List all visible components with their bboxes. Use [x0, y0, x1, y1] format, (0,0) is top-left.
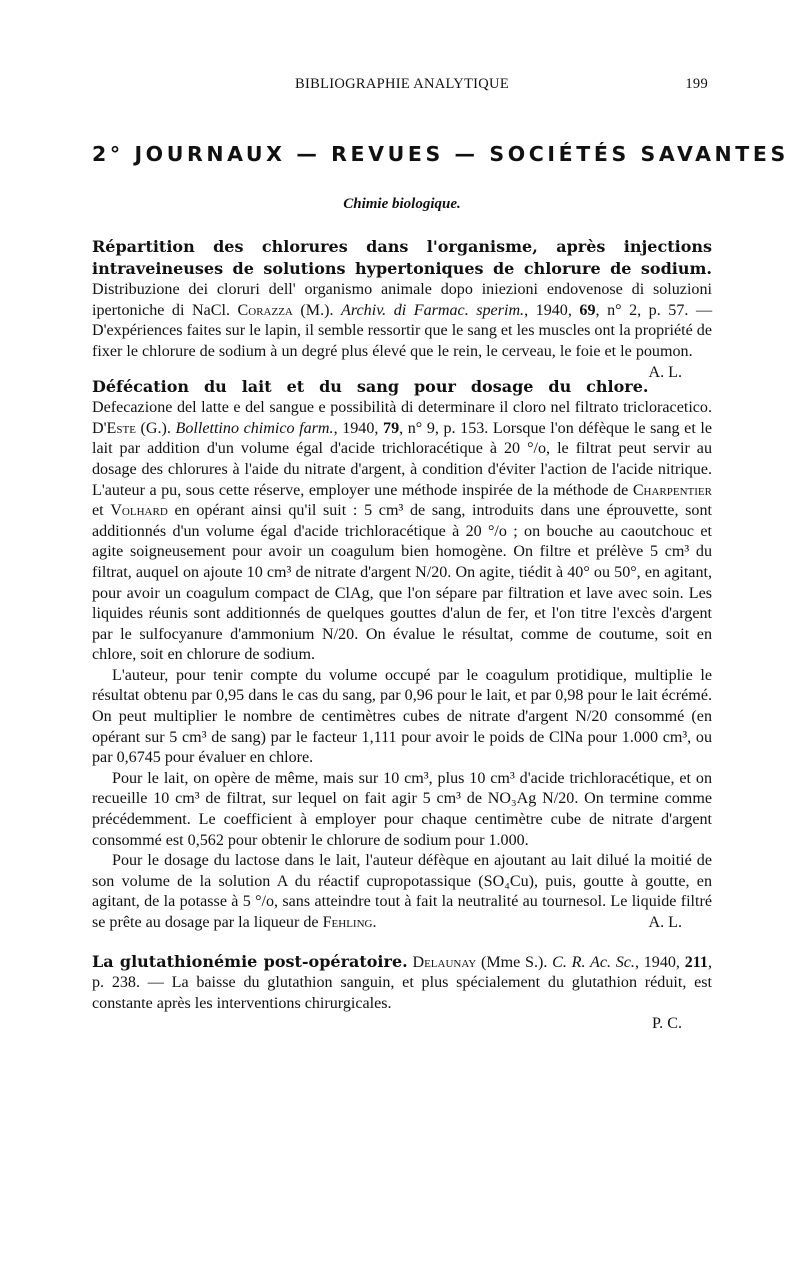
- section-title: 2° JOURNAUX — REVUES — SOCIÉTÉS SAVANTES: [92, 142, 789, 166]
- article-3-signature: P. C.: [652, 1015, 682, 1033]
- article-2-journal: Bollettino chimico farm.: [175, 419, 334, 437]
- article-2-paragraph-2: L'auteur, pour tenir compte du volume occupé par le coagulum protidique, multiplie le résultat obtenu par 0,95 dans le cas du sang, par 0,96 pour le lait, et par 0,98 pour le lait écrémé. On peut multiplier le nombre de centimètres cubes de nitrate d'argent N/20 consommé (en opérant sur 5 cm³ de sang) par le facteur 1,111 pour avoir le poids de ClNa pour 1.000 cm³, ou par 0,6745 pour évaluer en chlore.: [92, 666, 712, 767]
- article-3-title: La glutathionémie post-opératoire.: [92, 951, 408, 971]
- article-2-signature: A. L.: [648, 914, 682, 931]
- article-2-title: Défécation du lait et du sang pour dosage du chlore.: [92, 376, 649, 396]
- article-1-signature: A. L.: [648, 363, 682, 381]
- running-title: BIBLIOGRAPHIE ANALYTIQUE: [295, 76, 509, 92]
- article-2-name-fehling: Fehling: [322, 914, 373, 931]
- running-head: [92, 76, 712, 100]
- article-1: [92, 237, 713, 381]
- article-2-paragraph-4: Pour le dosage du lactose dans le lait, l'auteur défèque en ajoutant au lait dilué la moitié de son volume de la solution A du réactif cupropotassique (SO₄Cu), puis, goutte à goutte, en agitant, de la potasse à 5 °/o, sans atteindre tout à fait la neutralité au tournesol. Le liquide filtré se prête au dosage par la liqueur de: [92, 852, 712, 931]
- article-2-author: Este: [106, 419, 136, 437]
- article-1-text-d: , n° 2, p. 57. — D'expériences faites sur le lapin, il semble ressortir que le sang et les muscles ont la propriété de fixer le chlorure de sodium à un degré plus élevé que le rein, le cerveau, le foie et le poumon.: [92, 301, 713, 360]
- article-3-journal: C. R. Ac. Sc.: [552, 953, 635, 971]
- article-1-text-c: , 1940,: [524, 301, 572, 319]
- page-number: 199: [685, 76, 708, 92]
- article-2-paragraph-3: Pour le lait, on opère de même, mais sur 10 cm³, plus 10 cm³ d'acide trichloracétique, et on recueille 10 cm³ de filtrat, sur lequel on fait agir 5 cm³ de NO₃Ag N/20. On termine comme précédemment. Le coefficient à employer pour chaque centimètre cube de nitrate d'argent consommé est 0,562 pour obtenir le chlorure de sodium pour 1.000.: [92, 769, 712, 849]
- article-1-title: Répartition des chlorures dans l'organisme, après injections intraveineuses de solutions hypertoniques de chlorure de sodium.: [92, 237, 712, 278]
- article-2-text-e: et: [92, 502, 104, 520]
- page: [92, 76, 789, 1035]
- article-2-volume: 79: [383, 419, 400, 437]
- article-2-text-f: en opérant ainsi qu'il suit : 5 cm³ de sang, introduits dans une éprouvette, sont additionnés d'un volume égal d'acide trichloracétique à 20 °/o ; on bouche au caoutchouc et agite soigneusement pour avoir un coagulum bien homogène. On filtre et prélève 5 cm³ du filtrat, auquel on ajoute 10 cm³ de nitrate d'argent N/20. On agite, tiédit à 40° ou 50°, en agitant, pour avoir un coagulum compact de ClAg, que l'on sépare par filtration et lave avec soin. Les liquides réunis sont additionnés de quelques gouttes d'alun de fer, et l'on titre l'excès d'argent par le sulfocyanure d'ammonium N/20. On évalue le résultat, comme de coutume, soit en chlore, soit en chlorure de sodium.: [92, 502, 712, 664]
- article-3-volume: 211: [684, 953, 708, 971]
- article-2-text-c: , 1940,: [333, 419, 379, 437]
- article-3-text-c: , p. 238. — La baisse du glutathion sanguin, et plus spécialement du glutathion réduit, est constante après les interventions chirurgicales.: [92, 953, 712, 1012]
- article-2-text-a: Defecazione del latte e del sangue e possibilità di determinare il cloro nel filtrato tricloracetico. D': [92, 399, 712, 437]
- article-3: [92, 952, 712, 1035]
- article-3-text-a: (Mme S.).: [480, 953, 548, 971]
- article-1-text-b: (M.).: [300, 301, 334, 319]
- article-2-name-volhard: Volhard: [110, 502, 168, 520]
- article-1-journal: Archiv. di Farmac. sperim.: [341, 301, 525, 319]
- article-1-text-a: Distribuzione dei cloruri dell' organismo animale dopo iniezioni endovenose di soluzioni ipertoniche di NaCl.: [92, 281, 712, 319]
- article-2-text-b: (G.).: [140, 419, 171, 437]
- article-2-name-charpentier: Charpentier: [632, 481, 712, 499]
- article-1-volume: 69: [579, 301, 596, 319]
- subsection-title: Chimie biologique.: [343, 196, 461, 212]
- article-1-author: Corazza: [237, 301, 293, 319]
- article-2-text-d: , n° 9, p. 153. Lorsque l'on défèque le sang et le lait par addition d'un volume égal d'acide trichloracétique à 20 °/o, le filtrat peut servir au dosage des chlorures à l'aide du nitrate d'argent, à condition d'éviter l'action de l'acide nitrique. L'auteur a pu, sous cette réserve, employer une méthode inspirée de la méthode de: [92, 419, 713, 499]
- article-3-text-b: , 1940,: [634, 953, 680, 971]
- article-2: Défécation du lait et du sang pour dosage du chlore. Defecazione del latte e del sangue e possibilità di determinare il cloro nel filtrato tricloracetico. D'Este (G.). Bollettino chimico farm., 1940, 79, n° 9, p. 153. Lorsque l'on défèque le sang et le lait par addition d'un volume égal d'acide trichloracétique à 20 °/o, le filtrat peut servir au dosage des chlorures à l'aide du nitrate d'argent, à condition d'éviter l'action de l'acide nitrique. L'auteur a pu, sous cette réserve, employer une méthode inspirée de la méthode de Charpentier et Volhard en opérant ainsi qu'il suit : 5 cm³ de sang, introduits dans une éprouvette, sont additionnés d'un volume égal d'acide trichloracétique à 20 °/o ; on bouche au caoutchouc et agite soigneusement pour avoir un coagulum bien homogène. On filtre et prélève 5 cm³ du filtrat, auquel on ajoute 10 cm³ de nitrate d'argent N/20. On agite, tiédit à 40° ou 50°, en agitant, pour avoir un coagulum compact de ClAg, que l'on sépare par filtration et lave avec soin. Les liquides réunis sont additionnés de quelques gouttes d'alun de fer, et l'on titre l'excès d'argent par le sulfocyanure d'ammonium N/20. On évalue le résultat, comme de coutume, soit en chlore, soit en chlorure de sodium. L'auteur, pour tenir compte du volume occupé par le coagulum protidique, multiplie le résultat obtenu par 0,95 dans le cas du sang, par 0,96 pour le lait, et par 0,98 pour le lait écrémé. On peut multiplier le nombre de centimètres cubes de nitrate d'argent N/20 consommé (en opérant sur 5 cm³ de sang) par le facteur 1,111 pour avoir le poids de ClNa pour 1.000 cm³, ou par 0,6745 pour évaluer en chlore. Pour le lait, on opère de même, mais sur 10 cm³, plus 10 cm³ d'acide trichloracétique, et on recueille 10 cm³ de filtrat, sur lequel on fait agir 5 cm³ de NO₃Ag N/20. On termine comme précédemment. Le coefficient à employer pour chaque centimètre cube de nitrate d'argent consommé est 0,562 pour obtenir le chlorure de sodium pour 1.000. Pour le dosage du lactose dans le lait, l'auteur défèque en ajoutant au lait dilué la moitié de son volume de la solution A du réactif cupropotassique (SO₄Cu), puis, goutte à goutte, en agitant, de la potasse à 5 °/o, sans atteindre tout à fait la neutralité au tournesol. Le liquide filtré se prête au dosage par la liqueur de Fehling. A. L.: [92, 377, 712, 934]
- article-3-author: Delaunay: [412, 953, 477, 971]
